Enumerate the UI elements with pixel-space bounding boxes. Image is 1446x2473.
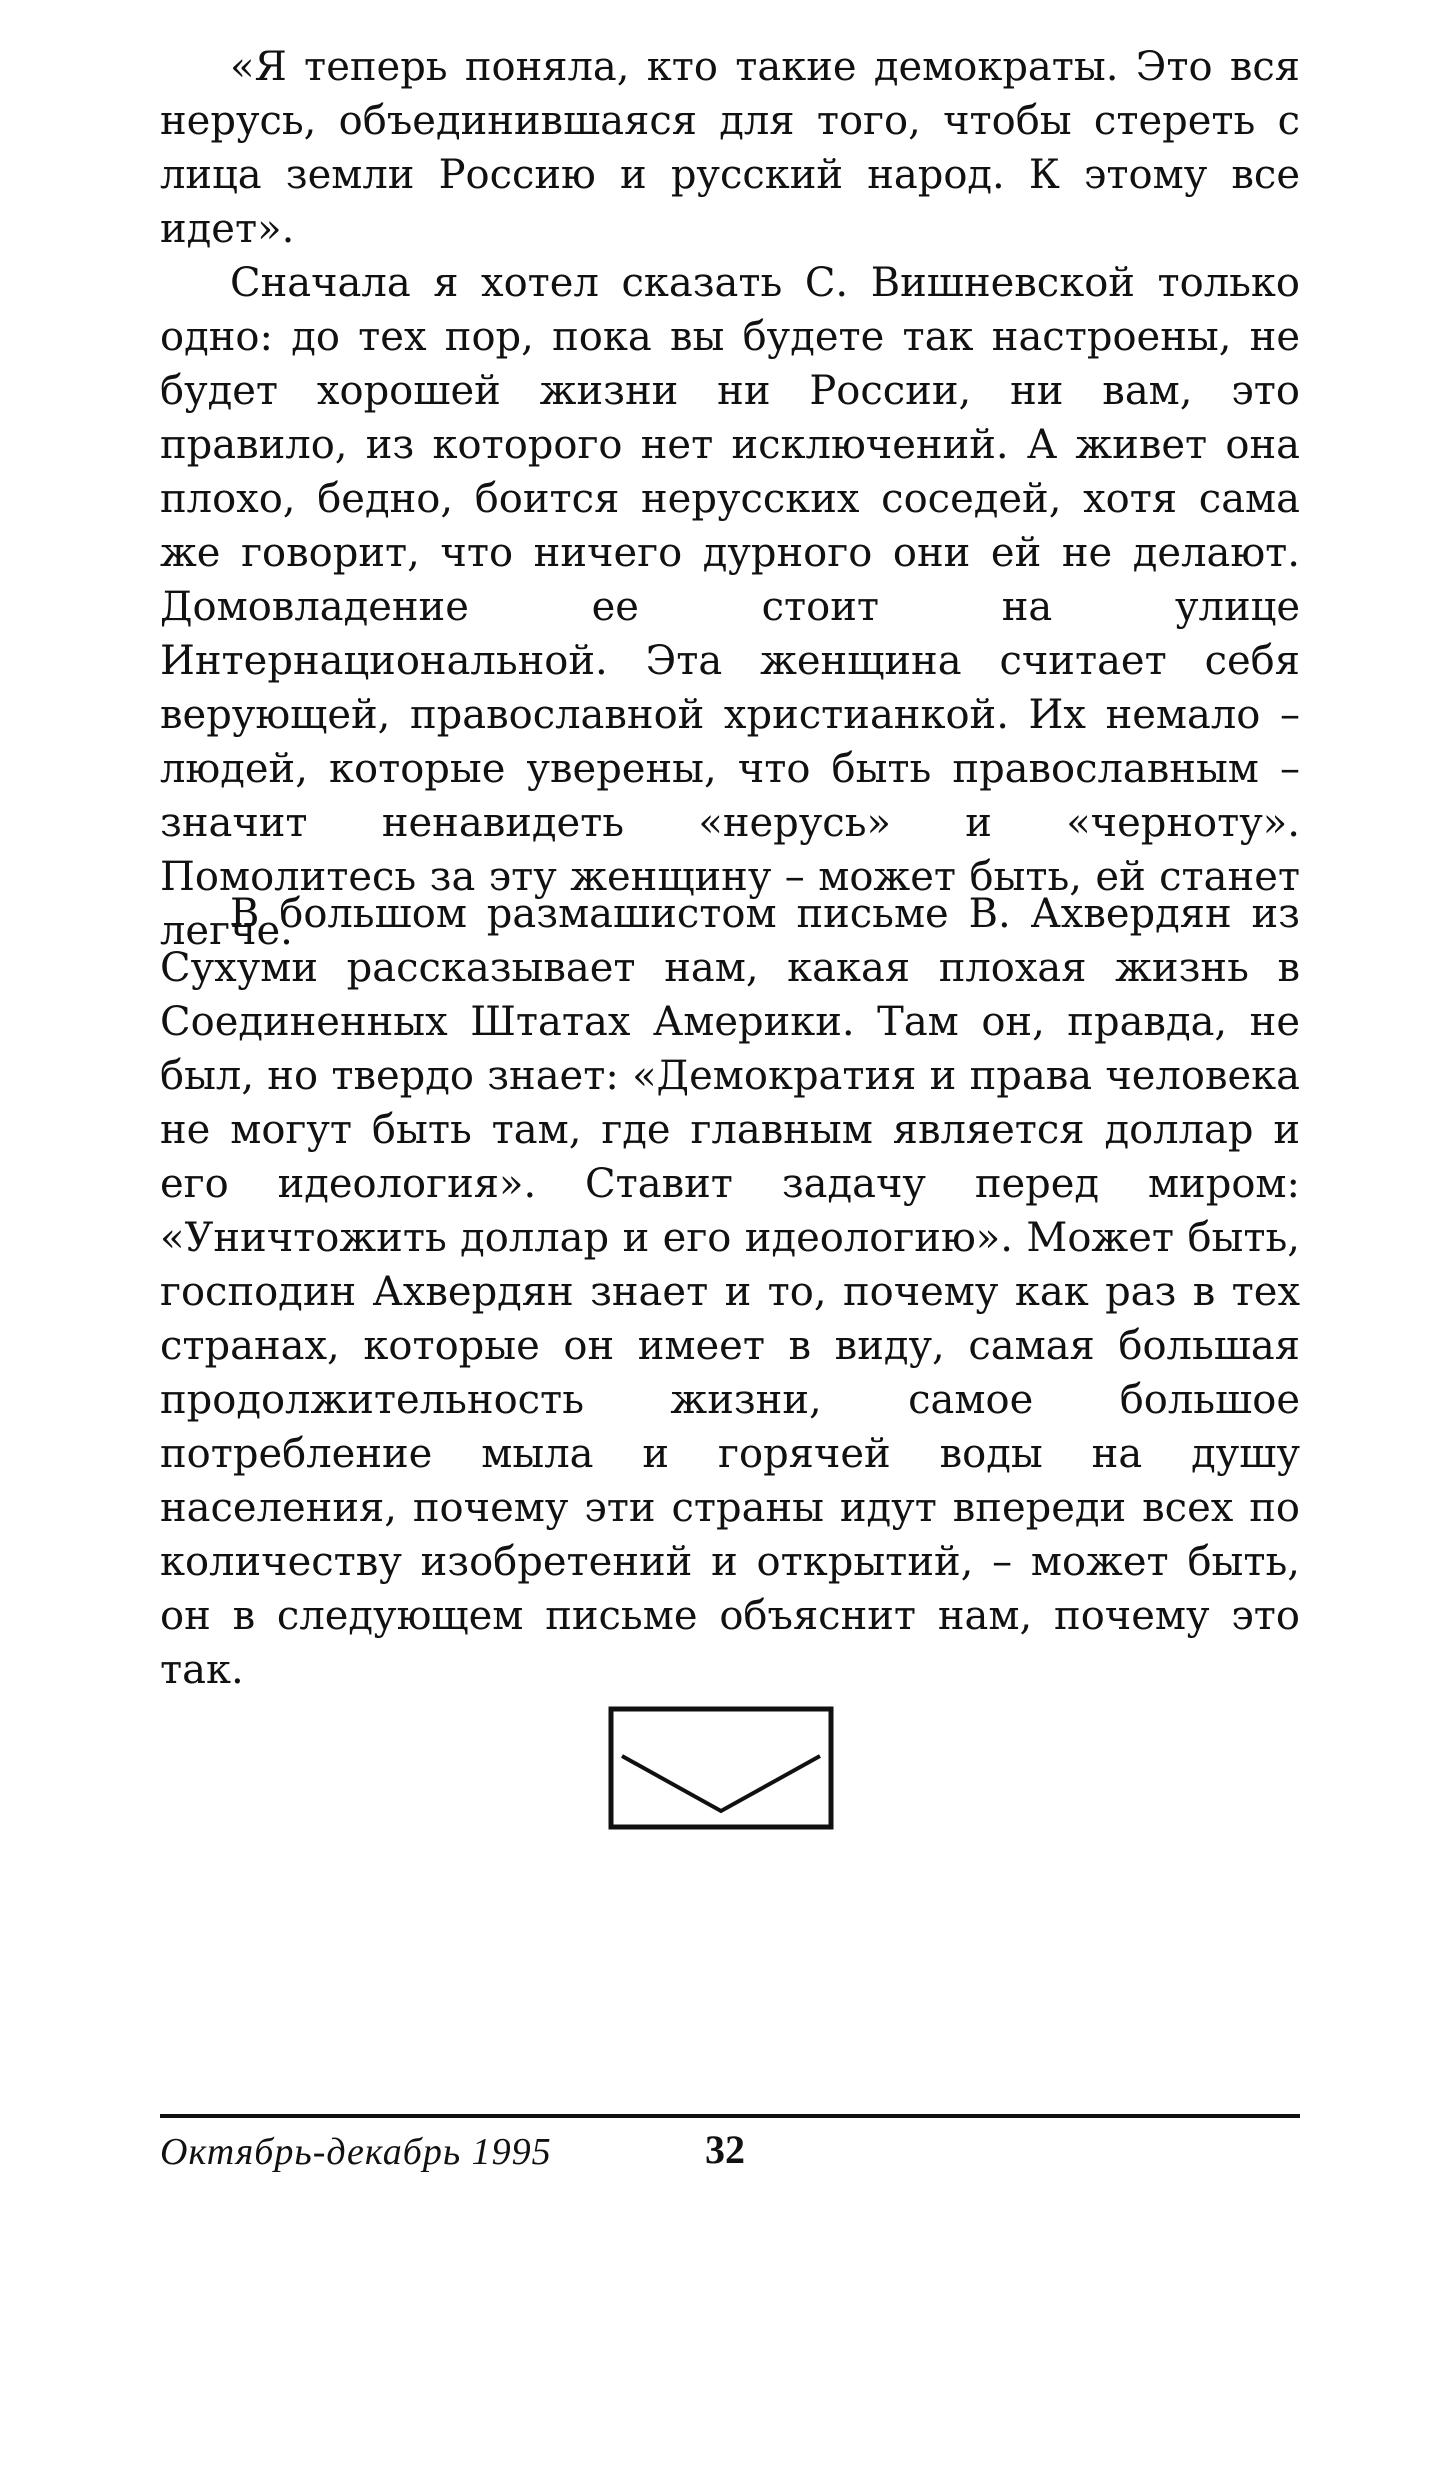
letter-section-2: [160, 887, 1300, 1697]
page-number: 32: [705, 2127, 745, 2172]
envelope-icon: [608, 1706, 834, 1830]
footer-divider: [160, 2114, 1300, 2118]
akhverdyan-paragraph: В большом размашистом письме В. Ахвердян из Сухуми рассказывает нам, какая плохая жизнь в Соединенных Штатах Америки. Там он, правда, не был, но твердо знает: «Демократия и права человека не могут быть там, где главным является доллар и его идеология». Ставит задачу перед миром: «Уничтожить доллар и его идеологию». Может быть, господин Ахвердян знает и то, почему как раз в тех странах, которые он имеет в виду, самая большая продолжительность жизни, самое большое потребление мыла и горячей воды на душу населения, почему эти страны идут впереди всех по количеству изобретений и открытий, – может быть, он в следующем письме объяснит нам, почему это так.: [160, 891, 1300, 1693]
quote-paragraph: «Я теперь поняла, кто такие демократы. Это вся нерусь, объединившаяся для того, чтобы стереть с лица земли Россию и русский народ. К этому все идет».: [160, 44, 1300, 252]
issue-date: Октябрь-декабрь 1995: [160, 2131, 552, 2173]
letter-section-1: [160, 40, 1300, 958]
response-paragraph: Сначала я хотел сказать С. Вишневской только одно: до тех пор, пока вы будете так настроены, не будет хорошей жизни ни России, ни вам, это правило, из которого нет исключений. А живет она плохо, бедно, боится нерусских соседей, хотя сама же говорит, что ничего дурного они ей не делают. Домовладение ее стоит на улице Интернациональной. Эта женщина считает себя верующей, православной христианкой. Их немало – людей, которые уверены, что быть православным – значит ненавидеть «нерусь» и «черноту». Помолитесь за эту женщину – может быть, ей станет легче.: [160, 260, 1300, 954]
